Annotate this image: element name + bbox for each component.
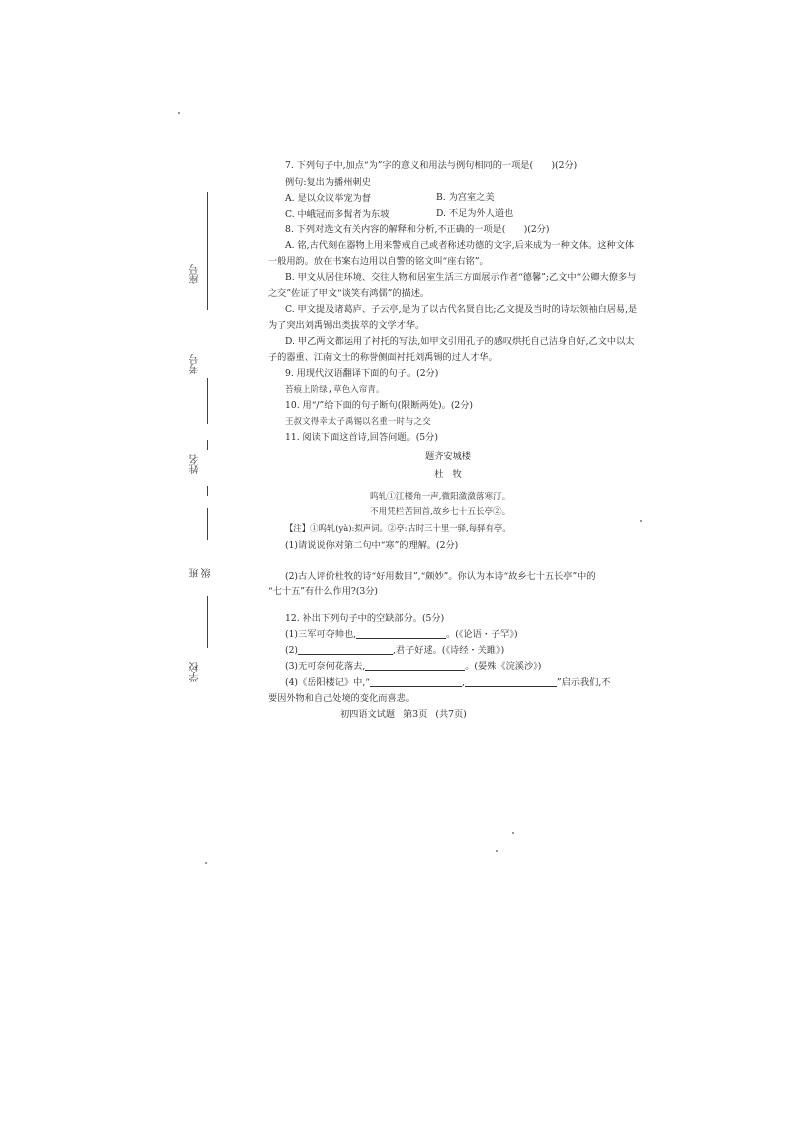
q12-item-4-blank-2[interactable] (465, 676, 557, 687)
name-line-top (207, 440, 208, 450)
q8-option-c: C. 甲文提及诸葛庐、子云亭,是为了以古代名贤自比;乙文提及当时的诗坛领袖白居易,是为了突出刘禹锡出类拔萃的文学才华。 (268, 304, 638, 331)
q11-sub-2-line-2: “七十五”有什么作用?(3分) (268, 586, 379, 597)
name-line-bottom (207, 486, 208, 496)
footer-total: (共7页) (435, 709, 467, 720)
footer-subject: 初四语文试题 (340, 709, 396, 720)
q11-sub-2-line-1: (2)古人评价杜牧的诗“好用数目”,“颇妙”。你认为本诗“故乡七十五长亭”中的 (285, 571, 596, 582)
q11-stem: 11. 阅读下面这首诗,回答问题。(5分) (285, 432, 438, 443)
school-line (207, 596, 208, 648)
q7-stem: 7. 下列句子中,加点“为”字的意义和用法与例句相同的一项是( )(2分) (285, 160, 578, 171)
seat-number-line (207, 192, 208, 310)
q8-stem: 8. 下列对选文有关内容的解释和分析,不正确的一项是( )(2分) (285, 224, 550, 235)
q12-item-1-suffix: 。(《论语・子罕》) (446, 629, 518, 640)
q12-item-4-prefix: (4)《岳阳楼记》中,“ (285, 677, 370, 688)
q12-item-2 (285, 643, 504, 659)
q9-sentence: 苔痕上阶绿,草色入帘青。 (285, 384, 385, 394)
q12-item-4-mid: , (461, 677, 465, 688)
scan-speck (640, 520, 642, 522)
q7-example: 例句:复出为播州刺史 (285, 177, 371, 188)
seat-number-label: 座号 (190, 264, 201, 284)
school-field[interactable] (190, 596, 220, 686)
seat-number-field[interactable] (190, 192, 220, 310)
q7-option-d: D. 不足为外人道也 (436, 208, 514, 219)
q8-option-b: B. 甲文从居住环境、交往人物和居室生活三方面展示作者“德馨”;乙文中“公卿大僚多与之交”佐证了甲文“谈笑有鸿儒”的描述。 (268, 272, 637, 299)
q12-stem: 12. 补出下列句子中的空缺部分。(5分) (285, 613, 445, 624)
footer-page: 第3页 (403, 709, 428, 720)
poem-title: 题齐安城楼 (425, 451, 471, 462)
scan-speck (205, 862, 207, 864)
exam-number-field[interactable] (190, 352, 220, 424)
scan-speck (512, 832, 514, 834)
class-line (207, 508, 208, 540)
q7-option-b: B. 为宫室之美 (436, 192, 495, 203)
poem-line-1: 呜轧①江楼角一声,微阳潋潋落寒汀。 (370, 492, 511, 502)
q12-item-1-blank[interactable] (356, 628, 446, 639)
q12-item-4-suffix: ”启示我们,不 (556, 677, 611, 688)
q12-item-2-suffix: ,君子好逑。(《诗经・关雎》) (393, 645, 505, 656)
scan-speck (496, 850, 498, 852)
exam-number-label: 考号 (190, 354, 201, 374)
q12-item-1 (285, 627, 518, 643)
exam-number-line (207, 378, 208, 424)
q12-item-3-suffix: 。(晏殊《浣溪沙》) (465, 661, 542, 672)
page-footer (340, 706, 467, 720)
scan-speck (178, 112, 180, 114)
q12-item-3-blank[interactable] (365, 660, 465, 671)
poem-note: 【注】①呜轧(yà):拟声词。②亭:古时三十里一驿,每驿有亭。 (285, 523, 511, 533)
q7-option-a: A. 是以众议举宠为督 (285, 193, 371, 204)
q12-item-4-blank-1[interactable] (370, 676, 462, 687)
q7-option-c: C. 中峨冠而多髯者为东坡 (285, 209, 390, 220)
q12-item-2-prefix: (2) (285, 645, 299, 656)
q12-item-2-blank[interactable] (298, 644, 393, 655)
q10-sentence: 王叔文得幸太子禹锡以名重一时与之交 (285, 416, 431, 426)
q8-option-d: D. 甲乙两文都运用了衬托的写法,如甲文引用孔子的感叹烘托自己洁身自好,乙文中以太子的器重、江南文士的称誉侧面衬托刘禹锡的过人才华。 (268, 336, 635, 363)
school-label: 学校 (190, 662, 201, 682)
name-label: 姓名 (190, 454, 201, 474)
q10-stem: 10. 用“/”给下面的句子断句(限断两处)。(2分) (285, 400, 474, 411)
q12-item-3-prefix: (3)无可奈何花落去, (285, 661, 366, 672)
class-field[interactable] (190, 508, 220, 578)
q12-item-1-prefix: (1)三军可夺帅也, (285, 629, 357, 640)
poem-author: 杜 牧 (434, 469, 462, 480)
q11-sub-1: (1)请说说你对第二句中“寒”的理解。(2分) (285, 540, 459, 551)
name-field[interactable] (190, 440, 220, 496)
poem-line-2: 不用凭栏苦回首,故乡七十五长亭②。 (370, 507, 511, 517)
q12-item-4 (285, 675, 610, 691)
q12-item-4-continued: 要因外物和自己处境的变化而喜悲。 (268, 693, 415, 704)
class-label: 班级 (190, 568, 213, 578)
q12-item-3 (285, 659, 541, 675)
q9-stem: 9. 用现代汉语翻译下面的句子。(2分) (285, 368, 439, 379)
q8-option-a: A. 铭,古代刻在器物上用来警戒自己或者称述功德的文字,后来成为一种文体。这种文体一般用韵。放在书案右边用以自警的铭文叫“座右铭”。 (268, 240, 635, 267)
